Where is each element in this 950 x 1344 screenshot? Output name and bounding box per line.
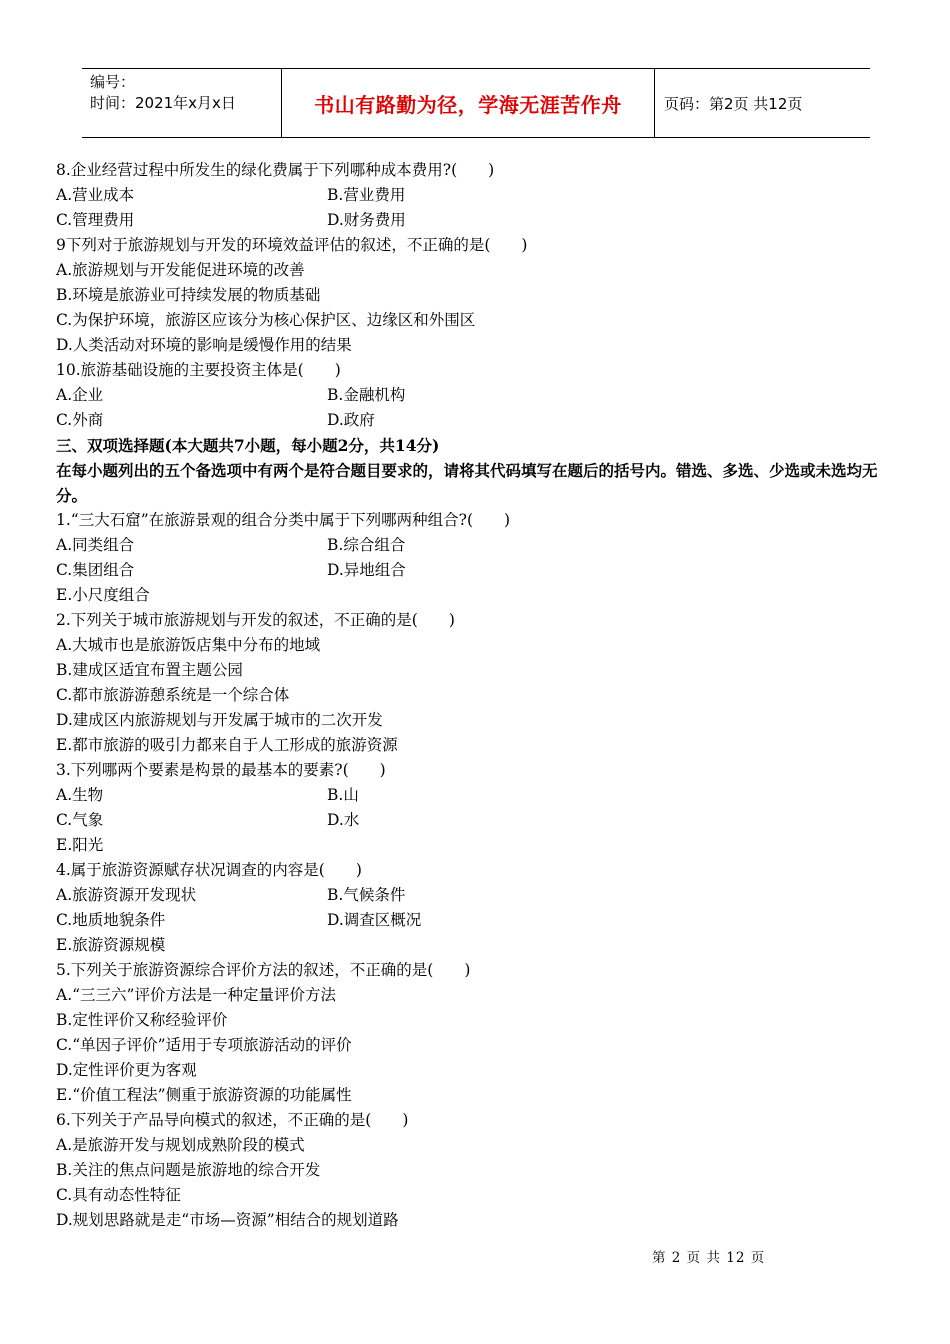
answer-option: C.都市旅游游憩系统是一个综合体 (56, 686, 290, 704)
answer-option: D.定性评价更为客观 (56, 1061, 197, 1079)
exam-content (56, 158, 906, 1233)
answer-option: A.是旅游开发与规划成熟阶段的模式 (56, 1136, 305, 1154)
answer-option: D.建成区内旅游规划与开发属于城市的二次开发 (56, 711, 383, 729)
answer-option: B.关注的焦点问题是旅游地的综合开发 (56, 1161, 321, 1179)
answer-option: D.政府 (327, 411, 375, 429)
document-number-label: 编号： (90, 73, 136, 91)
option-row (56, 533, 906, 558)
single-choice-questions (56, 158, 906, 433)
answer-option: A.同类组合 (56, 536, 135, 554)
answer-option: E.都市旅游的吸引力都来自于人工形成的旅游资源 (56, 736, 398, 754)
answer-option: E.旅游资源规模 (56, 936, 166, 954)
answer-option: D.规划思路就是走“市场—资源”相结合的规划道路 (56, 1211, 399, 1229)
page-footer: 第 2 页 共 12 页 (652, 1250, 766, 1266)
answer-option: C.“单因子评价”适用于专项旅游活动的评价 (56, 1036, 352, 1054)
section-title: 三、双项选择题(本大题共7小题，每小题2分，共14分) (56, 436, 440, 455)
question-stem: 10.旅游基础设施的主要投资主体是( ) (56, 361, 341, 379)
section-instruction: 在每小题列出的五个备选项中有两个是符合题目要求的，请将其代码填写在题后的括号内。错选、多选、少选或未选均无分。 (56, 461, 878, 505)
question-stem: 5.下列关于旅游资源综合评价方法的叙述，不正确的是( ) (56, 961, 471, 979)
answer-option: D.财务费用 (327, 211, 406, 229)
double-choice-questions (56, 508, 906, 1233)
answer-option: B.营业费用 (327, 186, 406, 204)
question-stem: 1.“三大石窟”在旅游景观的组合分类中属于下列哪两种组合?( ) (56, 511, 511, 529)
answer-option: C.气象 (56, 811, 104, 829)
answer-option: C.具有动态性特征 (56, 1186, 181, 1204)
answer-option: A.“三三六”评价方法是一种定量评价方法 (56, 986, 336, 1004)
question-stem: 4.属于旅游资源赋存状况调查的内容是( ) (56, 861, 362, 879)
answer-option: D.异地组合 (327, 561, 406, 579)
option-row (56, 783, 906, 808)
header-divider (654, 69, 655, 137)
question-stem: 9下列对于旅游规划与开发的环境效益评估的叙述，不正确的是( ) (56, 236, 528, 254)
answer-option: A.企业 (56, 386, 104, 404)
option-row (56, 908, 906, 933)
option-row (56, 408, 906, 433)
option-row (56, 883, 906, 908)
answer-option: C.集团组合 (56, 561, 135, 579)
answer-option: B.气候条件 (327, 886, 406, 904)
answer-option: C.管理费用 (56, 211, 135, 229)
answer-option: A.营业成本 (56, 186, 135, 204)
answer-option: C.外商 (56, 411, 104, 429)
answer-option: A.旅游资源开发现状 (56, 886, 197, 904)
option-row (56, 808, 906, 833)
answer-option: E.“价值工程法”侧重于旅游资源的功能属性 (56, 1086, 352, 1104)
header-meta (90, 72, 236, 114)
answer-option: D.人类活动对环境的影响是缓慢作用的结果 (56, 336, 352, 354)
answer-option: A.旅游规划与开发能促进环境的改善 (56, 261, 305, 279)
answer-option: D.调查区概况 (327, 911, 422, 929)
answer-option: E.阳光 (56, 836, 104, 854)
answer-option: B.综合组合 (327, 536, 406, 554)
option-row (56, 558, 906, 583)
answer-option: C.地质地貌条件 (56, 911, 166, 929)
question-stem: 3.下列哪两个要素是构景的最基本的要素?( ) (56, 761, 386, 779)
answer-option: B.定性评价又称经验评价 (56, 1011, 228, 1029)
header-motto: 书山有路勤为径，学海无涯苦作舟 (314, 92, 622, 117)
question-stem: 6.下列关于产品导向模式的叙述，不正确的是( ) (56, 1111, 409, 1129)
answer-option: C.为保护环境，旅游区应该分为核心保护区、边缘区和外围区 (56, 311, 476, 329)
option-row (56, 208, 906, 233)
answer-option: A.大城市也是旅游饭店集中分布的地域 (56, 636, 321, 654)
answer-option: D.水 (327, 811, 360, 829)
answer-option: E.小尺度组合 (56, 586, 150, 604)
option-row (56, 183, 906, 208)
answer-option: B.环境是旅游业可持续发展的物质基础 (56, 286, 321, 304)
answer-option: A.生物 (56, 786, 104, 804)
page-header (82, 68, 870, 138)
answer-option: B.山 (327, 786, 359, 804)
option-row (56, 383, 906, 408)
question-stem: 2.下列关于城市旅游规划与开发的叙述，不正确的是( ) (56, 611, 455, 629)
header-page-info: 页码：第2页 共12页 (664, 94, 803, 113)
document-time-label: 时间：2021年x月x日 (90, 94, 236, 112)
answer-option: B.金融机构 (327, 386, 406, 404)
answer-option: B.建成区适宜布置主题公园 (56, 661, 243, 679)
question-stem: 8.企业经营过程中所发生的绿化费属于下列哪种成本费用?( ) (56, 161, 495, 179)
